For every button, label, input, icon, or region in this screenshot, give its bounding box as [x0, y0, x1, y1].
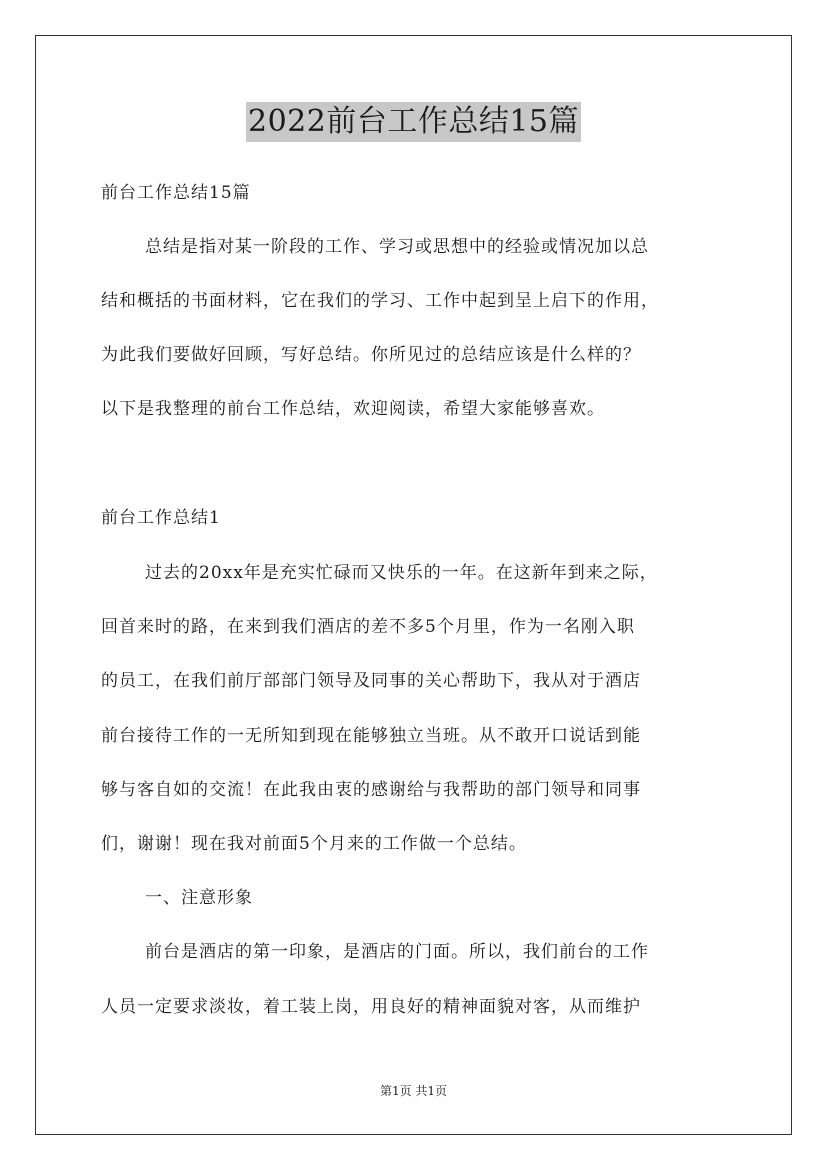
page-footer: 第1页 共1页 [379, 1084, 448, 1098]
paragraph-line: 够与客自如的交流！在此我由衷的感谢给与我帮助的部门领导和同事 [101, 780, 641, 800]
paragraph-line: 回首来时的路，在来到我们酒店的差不多5个月里，作为一名刚入职 [101, 617, 635, 637]
subtitle-line: 前台工作总结15篇 [101, 183, 251, 203]
paragraph-line: 结和概括的书面材料，它在我们的学习、工作中起到呈上启下的作用， [101, 291, 659, 311]
paragraph-line: 总结是指对某一阶段的工作、学习或思想中的经验或情况加以总 [145, 237, 649, 257]
paragraph-line: 人员一定要求淡妆，着工装上岗，用良好的精神面貌对客，从而维护 [101, 997, 641, 1017]
document-title: 2022前台工作总结15篇 [246, 102, 581, 142]
paragraph-line: 前台接待工作的一无所知到现在能够独立当班。从不敢开口说话到能 [101, 726, 641, 746]
paragraph-line: 以下是我整理的前台工作总结，欢迎阅读，希望大家能够喜欢。 [101, 399, 605, 419]
section-heading: 前台工作总结1 [101, 508, 221, 528]
paragraph-line: 过去的20xx年是充实忙碌而又快乐的一年。在这新年到来之际， [145, 563, 658, 583]
paragraph-line: 前台是酒店的第一印象，是酒店的门面。所以，我们前台的工作 [145, 942, 649, 962]
paragraph-line: 们，谢谢！现在我对前面5个月来的工作做一个总结。 [101, 834, 527, 854]
subsection-heading: 一、注意形象 [145, 888, 253, 908]
paragraph-line: 的员工，在我们前厅部部门领导及同事的关心帮助下，我从对于酒店 [101, 671, 641, 691]
paragraph-line: 为此我们要做好回顾，写好总结。你所见过的总结应该是什么样的？ [101, 345, 641, 365]
